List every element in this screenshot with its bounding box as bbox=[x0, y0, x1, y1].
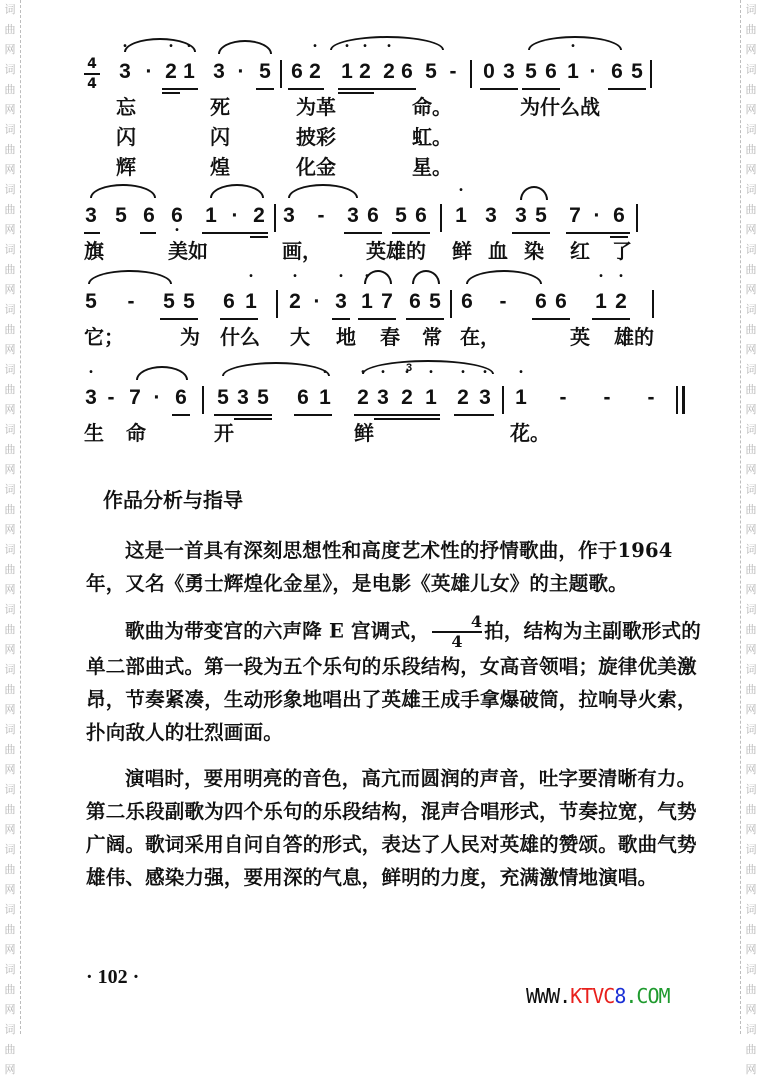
notation-line: 3 5 6 6 • 1 · 2 3 - 3 6 5 6 • 1 3 3 5 7 · 6 bbox=[84, 198, 714, 238]
analysis-paragraph-1 bbox=[86, 534, 710, 600]
watermark-text: 词 曲 网 bbox=[745, 603, 757, 656]
time-sig-bottom: 4 bbox=[87, 76, 97, 92]
watermark-text: 词 曲 网 bbox=[4, 543, 16, 596]
notation-line: • 3 · • 2 • 1 3 · 5 6 • 2 • 1 • 2 • 2 6 5 - 0 3 5 6 • 1 · 6 5 bbox=[84, 54, 714, 94]
lyric: 披彩 bbox=[296, 125, 336, 149]
watermark-text: 词 曲 网 bbox=[4, 183, 16, 236]
watermark-text: 词 曲 网 bbox=[4, 963, 16, 1016]
watermark-text: 词 曲 网 bbox=[4, 303, 16, 356]
lyric: 它； bbox=[84, 325, 124, 349]
lyric: 染 bbox=[524, 239, 544, 263]
lyric: 什么 bbox=[220, 325, 260, 349]
right-watermark-strip bbox=[740, 0, 760, 1076]
watermark-text: 词 曲 网 bbox=[4, 3, 16, 56]
watermark-text: 词 曲 网 bbox=[745, 3, 757, 56]
lyric: 为什么战 bbox=[520, 95, 600, 119]
lyric: 辉 bbox=[116, 155, 136, 179]
lyric: 在， bbox=[460, 325, 500, 349]
lyric: 化金 bbox=[296, 155, 336, 179]
watermark-text: 词 曲 网 bbox=[4, 903, 16, 956]
fraction-bottom: 4 bbox=[451, 632, 463, 651]
lyric: 为 bbox=[180, 325, 200, 349]
watermark-text: 词 曲 网 bbox=[745, 303, 757, 356]
lyric: 开 bbox=[214, 421, 234, 445]
paragraph-text: 这是一首具有深刻思想性和高度艺术性的抒情歌曲，作于1964年，又名《勇士辉煌化金星》，是电影《英雄儿女》的主题歌。 bbox=[86, 539, 673, 595]
watermark-text: 词 曲 网 bbox=[4, 423, 16, 476]
watermark-text: 词 曲 网 bbox=[745, 123, 757, 176]
triplet-mark: 3 bbox=[406, 362, 413, 374]
watermark-text: 词 曲 网 bbox=[4, 63, 16, 116]
lyric: 鲜 bbox=[354, 421, 374, 445]
left-watermark-strip bbox=[0, 0, 21, 1076]
lyric: 鲜 bbox=[452, 239, 472, 263]
watermark-text: 词 曲 网 bbox=[4, 663, 16, 716]
lyric: 虹。 bbox=[412, 125, 452, 149]
lyric: 地 bbox=[336, 325, 356, 349]
lyric: 煌 bbox=[210, 155, 230, 179]
lyric: 为革 bbox=[296, 95, 336, 119]
paragraph-text: 歌曲为带变宫的六声降 E 宫调式， bbox=[125, 619, 430, 643]
lyric: 生 bbox=[84, 421, 104, 445]
lyric: 星。 bbox=[412, 155, 452, 179]
site-www: WWW. bbox=[526, 984, 571, 1008]
lyric: 英 bbox=[570, 325, 590, 349]
watermark-text: 词 曲 网 bbox=[745, 183, 757, 236]
site-com: .COM bbox=[625, 984, 670, 1008]
notation-line: 5 - 5 5 6 • 1 • 2 · • 3 • 1 7 6 5 6 - 6 6 • 1 • 2 bbox=[84, 284, 714, 324]
watermark-text: 词 曲 网 bbox=[4, 603, 16, 656]
watermark-text: 词 曲 网 bbox=[4, 363, 16, 416]
watermark-text: 词 曲 网 bbox=[4, 843, 16, 896]
watermark-text: 词 曲 网 bbox=[745, 1023, 757, 1076]
lyric: 大 bbox=[290, 325, 310, 349]
lyric: 美如 bbox=[168, 239, 208, 263]
lyric: 命。 bbox=[412, 95, 452, 119]
lyric: 闪 bbox=[210, 125, 230, 149]
lyric: 命 bbox=[126, 421, 146, 445]
paragraph-text: 拍，结构为主副歌形式的单二部曲式。第一段为五个乐句的乐段结构，女高音领唱；旋律优美激昂，节奏紧凑，生动形象地唱出了英雄王成手拿爆破筒，拉响导火索，扑向敌人的壮烈画面。 bbox=[86, 619, 701, 744]
notation-line: • 3 - 7 · 6 5 3 5 6 • 1 • 2 • 3 • 2 • 1 • 2 • 3 • 1 - - - 3 bbox=[84, 380, 714, 420]
fraction-top: 4 bbox=[470, 612, 483, 631]
watermark-text: 词 曲 网 bbox=[745, 543, 757, 596]
site-8: 8 bbox=[614, 984, 626, 1008]
watermark-text: 词 曲 网 bbox=[745, 963, 757, 1016]
watermark-text: 词 曲 网 bbox=[745, 483, 757, 536]
watermark-text: 词 曲 网 bbox=[4, 123, 16, 176]
lyric: 死 bbox=[210, 95, 230, 119]
lyric: 血 bbox=[488, 239, 508, 263]
watermark-text: 词 曲 网 bbox=[4, 783, 16, 836]
lyric: 旗 bbox=[84, 239, 104, 263]
section-heading: 作品分析与指导 bbox=[103, 488, 243, 512]
lyric: 英雄的 bbox=[366, 239, 426, 263]
watermark-text: 词 曲 网 bbox=[745, 243, 757, 296]
watermark-text: 词 曲 网 bbox=[745, 843, 757, 896]
fraction-4-4 bbox=[432, 614, 482, 650]
watermark-text: 词 曲 网 bbox=[745, 363, 757, 416]
site-ktv: KTV bbox=[570, 984, 604, 1008]
watermark-text: 词 曲 网 bbox=[745, 663, 757, 716]
time-sig-top: 4 bbox=[87, 56, 97, 72]
lyric: 红 bbox=[570, 239, 590, 263]
page-number: · 102 · bbox=[86, 966, 140, 988]
lyric: 画， bbox=[282, 239, 322, 263]
paragraph-text: 演唱时，要用明亮的音色，高亢而圆润的声音，吐字要清晰有力。第二乐段副歌为四个乐句的乐段结构，混声合唱形式，节奏拉宽，气势广阔。歌词采用自问自答的形式，表达了人民对英雄的赞颂。歌曲气势雄伟、感染力强，要用深的气息，鲜明的力度，充满激情地演唱。 bbox=[86, 767, 697, 889]
lyric: 闪 bbox=[116, 125, 136, 149]
watermark-text: 词 曲 网 bbox=[745, 783, 757, 836]
analysis-paragraph-2 bbox=[86, 614, 710, 749]
watermark-text: 词 曲 网 bbox=[745, 63, 757, 116]
watermark-text: 词 曲 网 bbox=[745, 903, 757, 956]
site-c: C bbox=[603, 984, 615, 1008]
watermark-text: 词 曲 网 bbox=[745, 723, 757, 776]
lyric: 春 bbox=[380, 325, 400, 349]
watermark-text: 词 曲 网 bbox=[4, 483, 16, 536]
watermark-text: 词 曲 网 bbox=[4, 243, 16, 296]
watermark-text: 词 曲 网 bbox=[745, 423, 757, 476]
lyric: 雄的 bbox=[614, 325, 654, 349]
watermark-text: 词 曲 网 bbox=[4, 723, 16, 776]
lyric: 了 bbox=[612, 239, 632, 263]
site-watermark-logo bbox=[526, 984, 670, 1008]
analysis-paragraph-3 bbox=[86, 762, 710, 894]
lyric: 忘 bbox=[116, 95, 136, 119]
watermark-text: 词 曲 网 bbox=[4, 1023, 16, 1076]
lyric: 常 bbox=[422, 325, 442, 349]
lyric: 花。 bbox=[510, 421, 550, 445]
